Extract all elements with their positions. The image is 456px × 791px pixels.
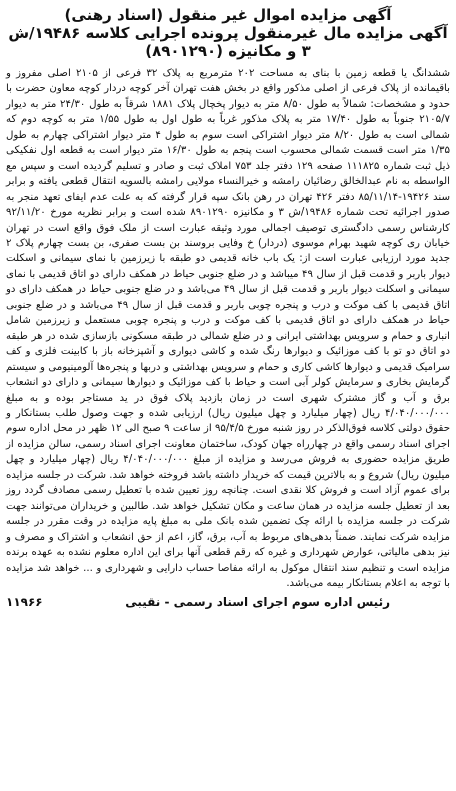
signature-text: رئیس اداره سوم اجرای اسناد رسمی - نقیبی: [125, 595, 390, 610]
notice-title: آگهی مزایده اموال غیر منقول (اسناد رهنی): [64, 6, 392, 24]
signature-row: [6, 595, 450, 609]
notice-body: ششدانگ یا قطعه زمین با بنای به مساحت ۲۰۲ مترمربع به پلاک ۳۲ فرعی از ۲۱۰۵ اصلی مفروز و باقیمانده از پلاک فرعی از اصلی مذکور واقع در بخش هفت تهران آخر کوچه دردار کوچه معاون حضرت با حدود و مشخصات: شمالاً به طول ۸/۵۰ متر به دیوار پخچال پلاک ۱۸۸۱ شرقاً به طول ۲۴/۳۰ متر به دیوار ۲۱۰۵/۷ جنوباً به طول ۱۷/۴۰ متر به پلاک مذکور غرباً به طول اول به طول ۱/۵۵ متر به کوچه دوم که شمالی است به طول ۸/۲۰ متر دیوار اشتراکی است سوم به طول ۴ متر دیوار اشتراکی چهارم به طول ۱/۳۵ متر است قسمت شمالی محسوب است پنجم به طول ۱۶/۳۰ متر دیوار است به قطعه اول نفکیکی ذیل ثبت شماره ۱۱۱۸۲۵ صفحه ۱۲۹ دفتر جلد ۷۵۳ املاک ثبت و صادر و تسلیم گردیده است و سپس مع الواسطه به نام عبدالخالق رضائیان رامشه و خیرالنساء مولایی رامشه بالسویه انتقال قطعی یافته و برابر سند ۱۹۴۲۶-۸۵/۱۱/۱۴ دفتر ۴۲۶ تهران در رهن بانک سپه قرار گرفته که به علت عدم ایفای تعهد منجر به صدور اجرائیه تحت شماره ۱۹۴۸۶/ش ۳ و مکانیزه ۸۹۰۱۲۹۰ شده است و برابر نظریه مورخ ۹۲/۱۱/۲۰ کارشناس رسمی دادگستری توصیف اجمالی مورد وثیقه عبارت است از ملک فوق واقع است در تهران خیابان ری کوچه شهید بهرام موسوی (دردار) خ وفایی بروسند بن بست صفری، بن بست چهارم پلاک ۲ جدید مورد ارزیابی عبارت است از: یک باب خانه قدیمی دو طبقه با زیرزمین با نمای سیمانی و اسکلت دیوار باربر و قدمت قبل از سال ۴۹ میباشد و در ضلع جنوبی حیاط در همکف دارای دو اتاق قدیمی با نمای سیمانی و اسکلت دیوار باربر و قدمت قبل از سال ۴۹ می‌باشد و در ضلع جنوبی حیاط در همکف دارای دو اتاق قدیمی با کف موکت و درب و پنجره چوبی باربر و قدمت قبل از سال ۴۹ می‌باشد و در ضلع جنوبی حیاط در همکف دارای دو اتاق قدیمی با کف موکت و درب و پنجره چوبی مستعمل و زیرزمین شامل انباری و حمام و سرویس بهداشتی ایرانی و در ضلع شمالی در طبقه مسکونی بازسازی شده در هر طبقه دو اتاق دو تو با کف موزائیک و دیوارها رنگ شده و کاشی دیواری و آشپزخانه باز با کابینت فلزی و کف سرامیک قدیمی و دیوارها کاشی کاری و حمام و سرویس بهداشتی و دربها و پنجره‌ها آلومینیومی و سیستم گرمایش بخاری و سرمایش کولر آبی است و حیاط با کف موزائیک و دیوارها سیمانی و دارای دو انشعاب برق و آب و گاز مشترک شهری است در زمان بازدید پلاک فوق در ید مستاجر بوده و به مبلغ ۴/۰۴۰/۰۰۰/۰۰۰ ریال (چهار میلیارد و چهل میلیون ریال) ارزیابی شده و جهت وصول طلب بستانکار و حقوق دولتی کلاسه فوق‌الذکر در روز شنبه مورخ ۹۵/۴/۵ از ساعت ۹ صبح الی ۱۲ ظهر در محل اداره سوم اجرای اسناد رسمی واقع در چهارراه جهان کودک، ساختمان معاونت اجرای اسناد رسمی، سالن مزایده از طریق مزایده حضوری به فروش می‌رسد و مزایده از مبلغ ۴/۰۴۰/۰۰۰/۰۰۰ ریال (چهار میلیارد و چهل میلیون ریال) شروع و به بالاترین قیمت که خریدار داشته باشد فروخته خواهد شد. شرکت در جلسه مزایده برای عموم آزاد است و فروش کلا نقدی است. چنانچه روز تعیین شده با تعطیل رسمی مصادف گردد روز بعد از تعطیل جلسه مزایده در همان ساعت و مکان تشکیل خواهد شد. طالبین و خریداران می‌توانند جهت شرکت در جلسه مزایده با ارائه چک تضمین شده بانک ملی به مبلغ پایه مزایده در وقت مقرر در جلسه مزایده شرکت نمایند. ضمناً بدهی‌های مربوط به آب، برق، گاز، اعم از حق انشعاب و اشتراک و مصرف و نیز بدهی مالیاتی، عوارض شهرداری و غیره که رقم قطعی آنها برای این اداره معلوم نشده به عهده برنده مزایده است و تنظیم سند انتقال موکول به ارائه مفاصا حساب دارایی و شهرداری و ... خواهد شد مزایده با توجه به اعلام بستانکار بیمه می‌باشد.: [6, 68, 451, 589]
notice-subtitle: آگهی مزایده مال غیرمنقول پرونده اجرایی کلاسه ۱۹۴۸۶/ش ۳ و مکانیزه (۸۹۰۱۲۹۰): [8, 24, 448, 60]
notice-code: ۱۱۹۶۶: [6, 595, 43, 610]
